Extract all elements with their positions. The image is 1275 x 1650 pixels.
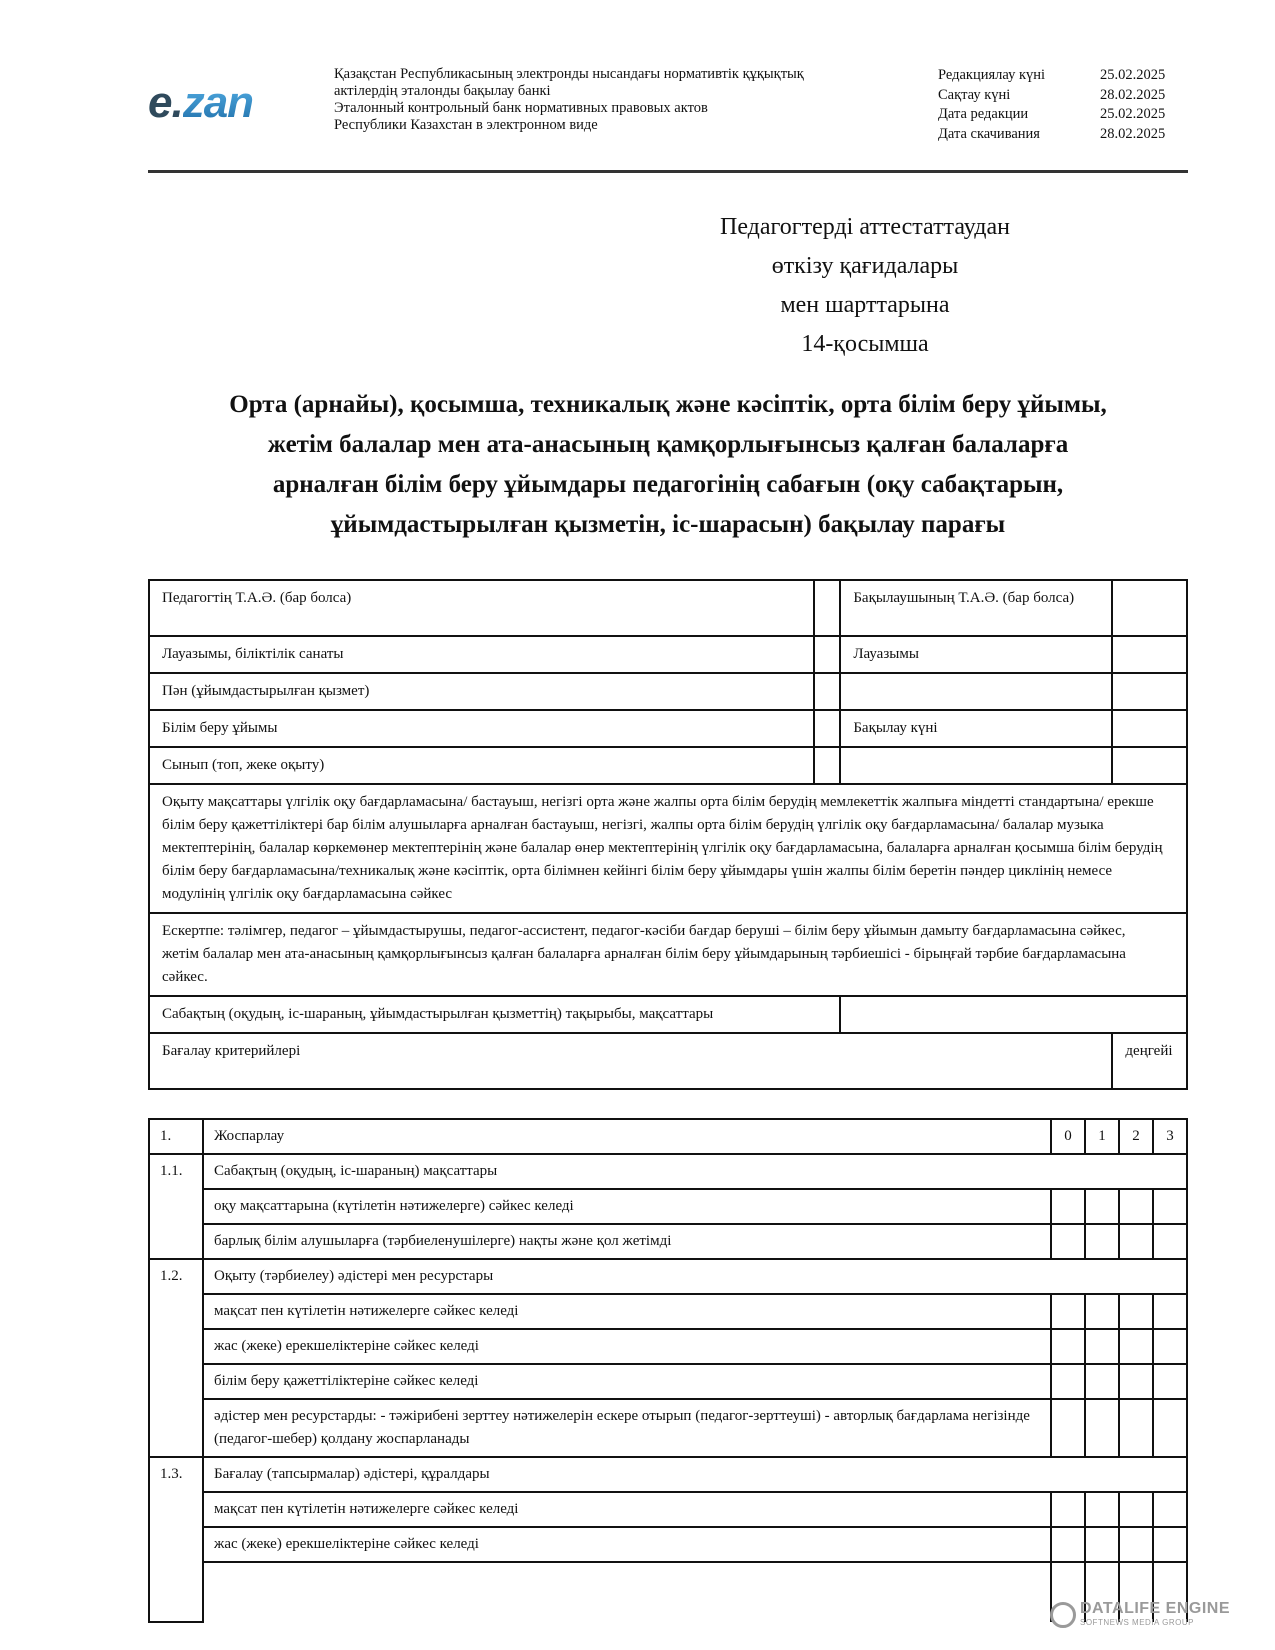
annex-reference (640, 208, 1090, 364)
organization-text (334, 66, 804, 134)
observation-date-label: Бақылау күні (840, 710, 1112, 747)
observer-position-field[interactable] (1112, 636, 1187, 673)
criterion-row (149, 1294, 1187, 1329)
empty-cell[interactable] (1112, 673, 1187, 710)
class-field[interactable] (814, 747, 840, 784)
date-label: Дата скачивания (938, 125, 1040, 142)
score-cell[interactable] (1085, 1364, 1119, 1399)
document-title (148, 385, 1188, 545)
datalife-watermark (1080, 1600, 1230, 1627)
score-cell[interactable] (1153, 1294, 1187, 1329)
criterion-label: барлық білім алушыларға (тәрбиеленушілерге) нақты және қол жетімді (203, 1224, 1051, 1259)
score-cell[interactable] (1051, 1492, 1085, 1527)
level-label: деңгейі (1112, 1033, 1187, 1089)
annex-line: өткізу қағидалары (771, 253, 959, 279)
score-header-2: 2 (1119, 1119, 1153, 1154)
date-value: 25.02.2025 (1100, 106, 1166, 122)
score-cell[interactable] (1051, 1399, 1085, 1457)
group-label: Сабақтың (оқудың, іс-шараның) мақсаттары (203, 1154, 1187, 1189)
section-label: Жоспарлау (203, 1119, 1051, 1154)
criterion-row (149, 1364, 1187, 1399)
date-label: Сақтау күні (938, 86, 1011, 103)
criterion-label: жас (жеке) ерекшеліктеріне сәйкес келеді (203, 1527, 1051, 1562)
score-cell[interactable] (1153, 1492, 1187, 1527)
annex-line: мен шарттарына (780, 292, 950, 318)
criterion-row (149, 1224, 1187, 1259)
logo-prefix: e. (148, 78, 183, 127)
document-dates (938, 66, 1165, 144)
group-row (149, 1154, 1187, 1189)
empty-cell (840, 673, 1112, 710)
logo-name: zan (182, 78, 254, 127)
table-row (149, 636, 1187, 673)
empty-cell (840, 747, 1112, 784)
document-header (148, 66, 1180, 170)
lesson-topic-label: Сабақтың (оқудың, іс-шараның, ұйымдастырылған қызметтің) тақырыбы, мақсаттары (149, 996, 840, 1033)
group-number: 1.3. (149, 1457, 203, 1622)
title-line: жетім балалар мен ата-анасының қамқорлығынсыз қалған балаларға (267, 431, 1069, 458)
title-line: арналған білім беру ұйымдары педагогінің сабағын (оқу сабақтарын, (272, 471, 1064, 498)
score-cell[interactable] (1051, 1294, 1085, 1329)
date-label: Редакциялау күні (938, 67, 1046, 83)
section-row (149, 1119, 1187, 1154)
observer-position-label: Лауазымы (840, 636, 1112, 673)
group-row (149, 1259, 1187, 1294)
table-row (149, 747, 1187, 784)
date-value: 25.02.2025 (1100, 67, 1166, 83)
learning-goals-text: Оқыту мақсаттары үлгілік оқу бағдарламасына/ бастауыш, негізгі орта және жалпы орта білім берудің мемлекеттік жалпыға міндетті стандартына/ ерекше білім беру қажеттіліктері бар білім алушыларға арналған бастауыш, негізгі, жалпы орта білім берудің үлгілік оқу бағдарламасына/ балалар музыка мектептерінің, балалар көркемөнер мектептерінің және балалар өнер мектептерінің үлгілік оқу бағдарламасына, балаларға арналған қосымша білім берудің білім беру бағдарламасына/техникалық және кәсіптік, орта білімнен кейінгі білім беру ұйымдары үшін жалпы білім беретін пәндер циклінің немесе модулінің үлгілік оқу бағдарламасына сәйкес (149, 784, 1187, 913)
score-cell[interactable] (1085, 1492, 1119, 1527)
criterion-row (149, 1562, 1187, 1622)
score-cell[interactable] (1153, 1399, 1187, 1457)
subject-label: Пән (ұйымдастырылған қызмет) (149, 673, 814, 710)
score-cell[interactable] (1119, 1329, 1153, 1364)
group-number: 1.1. (149, 1154, 203, 1259)
criterion-label: білім беру қажеттіліктеріне сәйкес келеді (203, 1364, 1051, 1399)
score-cell[interactable] (1051, 1224, 1085, 1259)
title-line: ұйымдастырылған қызметін, іс-шарасын) бақылау парағы (330, 511, 1006, 538)
position-category-field[interactable] (814, 636, 840, 673)
score-cell[interactable] (1119, 1492, 1153, 1527)
annex-line: Педагогтерді аттестаттаудан (720, 214, 1010, 240)
table-row (149, 580, 1187, 636)
note-text: Ескертпе: тәлімгер, педагог – ұйымдастырушы, педагог-ассистент, педагог-кәсіби бағдар беруші – білім беру ұйымын дамыту бағдарламасына сәйкес, жетім балалар мен ата-анасының қамқорлығынсыз қалған балаларға арналған білім беру ұйымдарының тәрбиешісі - бірыңғай тәрбие бағдарламасына сәйкес. (149, 913, 1187, 996)
score-cell[interactable] (1119, 1189, 1153, 1224)
criterion-label: оқу мақсаттарына (күтілетін нәтижелерге) сәйкес келеді (203, 1189, 1051, 1224)
position-category-label: Лауазымы, біліктілік санаты (149, 636, 814, 673)
date-row (938, 86, 1165, 106)
info-table (148, 579, 1188, 1090)
score-cell[interactable] (1153, 1364, 1187, 1399)
group-row (149, 1457, 1187, 1492)
score-header-1: 1 (1085, 1119, 1119, 1154)
score-cell[interactable] (1051, 1364, 1085, 1399)
class-label: Сынып (топ, жеке оқыту) (149, 747, 814, 784)
score-header-3: 3 (1153, 1119, 1187, 1154)
date-row (938, 105, 1165, 125)
subject-field[interactable] (814, 673, 840, 710)
score-cell[interactable] (1051, 1527, 1085, 1562)
date-row (938, 66, 1165, 86)
score-header-0: 0 (1051, 1119, 1085, 1154)
score-cell[interactable] (1085, 1329, 1119, 1364)
lesson-topic-field[interactable] (840, 996, 1187, 1033)
annex-line: 14-қосымша (801, 331, 929, 357)
ezan-logo (148, 78, 253, 128)
org-line: Республики Казахстан в электронном виде (334, 117, 598, 133)
org-line: Эталонный контрольный банк нормативных правовых актов (334, 100, 708, 116)
criterion-label: жас (жеке) ерекшеліктеріне сәйкес келеді (203, 1329, 1051, 1364)
criterion-row (149, 1527, 1187, 1562)
group-label: Оқыту (тәрбиелеу) әдістері мен ресурстары (203, 1259, 1187, 1294)
group-number: 1.2. (149, 1259, 203, 1457)
score-cell[interactable] (1051, 1189, 1085, 1224)
score-cell[interactable] (1153, 1527, 1187, 1562)
score-cell[interactable] (1051, 1329, 1085, 1364)
score-cell[interactable] (1119, 1527, 1153, 1562)
observer-name-label: Бақылаушының Т.А.Ә. (бар болса) (840, 580, 1112, 636)
criterion-row (149, 1189, 1187, 1224)
organization-field[interactable] (814, 710, 840, 747)
table-row (149, 996, 1187, 1033)
criterion-row (149, 1492, 1187, 1527)
score-cell[interactable] (1119, 1364, 1153, 1399)
teacher-name-field[interactable] (814, 580, 840, 636)
section-number: 1. (149, 1119, 203, 1154)
date-label: Дата редакции (938, 106, 1029, 122)
table-row (149, 1033, 1187, 1089)
score-cell[interactable] (1153, 1224, 1187, 1259)
criterion-label (203, 1562, 1051, 1622)
score-cell[interactable] (1085, 1189, 1119, 1224)
watermark-subtitle: SOFTNEWS MEDIA GROUP (1080, 1618, 1195, 1627)
watermark-title: DATALIFE ENGINE (1080, 1600, 1231, 1617)
criterion-row (149, 1329, 1187, 1364)
criteria-label: Бағалау критерийлері (149, 1033, 1112, 1089)
criterion-row (149, 1399, 1187, 1457)
header-divider (148, 170, 1188, 173)
group-label: Бағалау (тапсырмалар) әдістері, құралдары (203, 1457, 1187, 1492)
table-row (149, 710, 1187, 747)
score-cell[interactable] (1085, 1399, 1119, 1457)
score-cell[interactable] (1085, 1294, 1119, 1329)
date-value: 28.02.2025 (1100, 125, 1166, 142)
score-cell[interactable] (1119, 1224, 1153, 1259)
date-value: 28.02.2025 (1100, 86, 1166, 103)
criterion-label: мақсат пен күтілетін нәтижелерге сәйкес келеді (203, 1294, 1051, 1329)
score-cell[interactable] (1085, 1224, 1119, 1259)
datalife-logo-icon (1050, 1602, 1076, 1628)
teacher-name-label: Педагогтің Т.А.Ә. (бар болса) (149, 580, 814, 636)
score-cell[interactable] (1085, 1527, 1119, 1562)
table-row (149, 673, 1187, 710)
org-line: Қазақстан Республикасының электронды нысандағы нормативтік құқықтық (334, 66, 804, 82)
organization-label: Білім беру ұйымы (149, 710, 814, 747)
score-cell[interactable] (1119, 1399, 1153, 1457)
criterion-label: мақсат пен күтілетін нәтижелерге сәйкес келеді (203, 1492, 1051, 1527)
score-cell[interactable] (1153, 1329, 1187, 1364)
score-cell[interactable] (1119, 1294, 1153, 1329)
table-row (149, 913, 1187, 996)
observation-date-field[interactable] (1112, 710, 1187, 747)
table-row (149, 784, 1187, 913)
title-line: Орта (арнайы), қосымша, техникалық және кәсіптік, орта білім беру ұйымы, (229, 391, 1107, 418)
date-row (938, 125, 1165, 145)
criteria-table (148, 1118, 1188, 1623)
score-cell[interactable] (1153, 1189, 1187, 1224)
empty-cell[interactable] (1112, 747, 1187, 784)
observer-name-field[interactable] (1112, 580, 1187, 636)
criterion-label: әдістер мен ресурстарды: - тәжірибені зерттеу нәтижелерін ескере отырып (педагог-зерттеуші) - авторлық бағдарлама негізінде (педагог-шебер) қолдану жоспарланады (203, 1399, 1051, 1457)
org-line: актілердің эталонды бақылау банкі (334, 83, 551, 99)
